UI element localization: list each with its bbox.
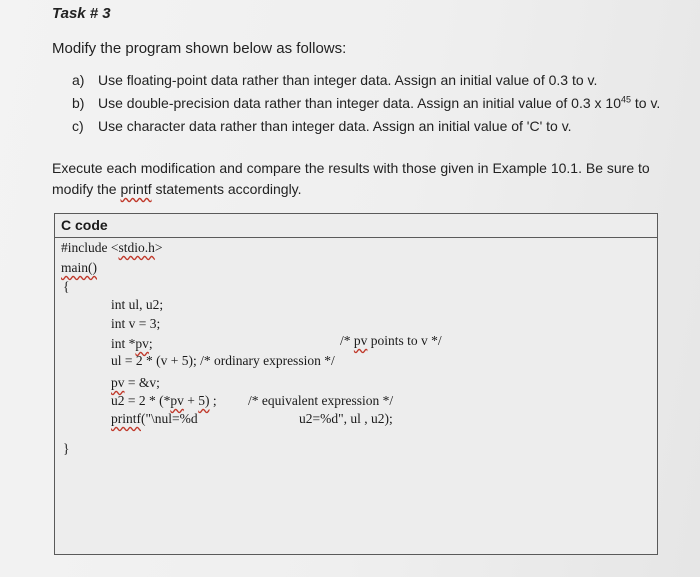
- code-line-4: ul = 2 * (v + 5); /* ordinary expression */: [111, 353, 335, 368]
- printf-word: printf: [120, 181, 152, 197]
- include-post: >: [154, 240, 163, 255]
- item-text-pre: Use double-precision data rather than integer data. Assign an initial value of 0.3 x 10: [98, 95, 621, 111]
- code-line-1: int ul, u2;: [111, 297, 164, 312]
- l3-post: ;: [148, 336, 153, 351]
- l6-number: 5): [198, 393, 210, 408]
- code-line-7-tail: u2=%d", ul , u2);: [299, 411, 393, 426]
- task-title: Task # 3: [52, 5, 111, 22]
- item-text: Use character data rather than integer data. Assign an initial value of 'C' to v.: [98, 118, 572, 134]
- code-header: C code: [55, 214, 657, 238]
- item-marker: c): [72, 118, 84, 134]
- exponent: 45: [621, 94, 632, 105]
- execute-line-1: Execute each modification and compare the results with those given in Example 10.1. Be sure to: [52, 160, 650, 176]
- code-line-include: [61, 240, 163, 256]
- execute-line-2-post: statements accordingly.: [151, 181, 302, 197]
- item-text: Use floating-point data rather than integer data. Assign an initial value of 0.3 to v.: [98, 72, 598, 88]
- intro-text: Modify the program shown below as follows:: [52, 40, 347, 57]
- code-open-brace: {: [63, 279, 70, 294]
- item-text-post: to v.: [631, 95, 661, 111]
- code-line-7: [111, 411, 198, 427]
- include-header: stdio.h: [118, 240, 155, 255]
- code-listing: [55, 238, 657, 554]
- include-pre: #include <: [61, 240, 119, 255]
- code-line-main: main(): [61, 260, 97, 275]
- code-line-3: [111, 336, 153, 352]
- l3-pre: int *: [111, 336, 136, 351]
- code-box: [54, 213, 658, 555]
- l3-comment-pre: /*: [340, 333, 354, 348]
- l6-pointer: pv: [170, 393, 184, 408]
- code-line-6: [111, 393, 217, 409]
- list-item: [72, 92, 692, 115]
- l3-comment-pointer: pv: [353, 333, 368, 348]
- modification-list: [72, 69, 692, 138]
- code-line-5: [111, 375, 160, 391]
- l3-pointer: pv: [135, 336, 149, 351]
- l6-post: ;: [209, 393, 217, 408]
- code-comment-6: /* equivalent expression */: [248, 393, 394, 408]
- l6-pre: u2 = 2 * (*: [111, 393, 171, 408]
- l5-post: = &v;: [124, 375, 160, 390]
- code-line-2: int v = 3;: [111, 316, 161, 331]
- execute-paragraph: [52, 158, 672, 200]
- l3-comment-post: points to v */: [367, 333, 442, 348]
- code-close-brace: }: [63, 441, 70, 456]
- l7-printf: printf: [111, 411, 141, 426]
- l7-post: ("\nul=%d: [141, 411, 198, 426]
- item-marker: a): [72, 72, 85, 88]
- item-text: [98, 92, 660, 115]
- execute-line-2-pre: modify the: [52, 181, 121, 197]
- item-marker: b): [72, 95, 85, 111]
- execute-line-2: [52, 179, 672, 200]
- l6-mid: +: [183, 393, 199, 408]
- list-item: [72, 69, 692, 92]
- list-item: [72, 115, 692, 138]
- l5-pointer: pv: [111, 375, 125, 390]
- code-comment-3: [340, 333, 442, 349]
